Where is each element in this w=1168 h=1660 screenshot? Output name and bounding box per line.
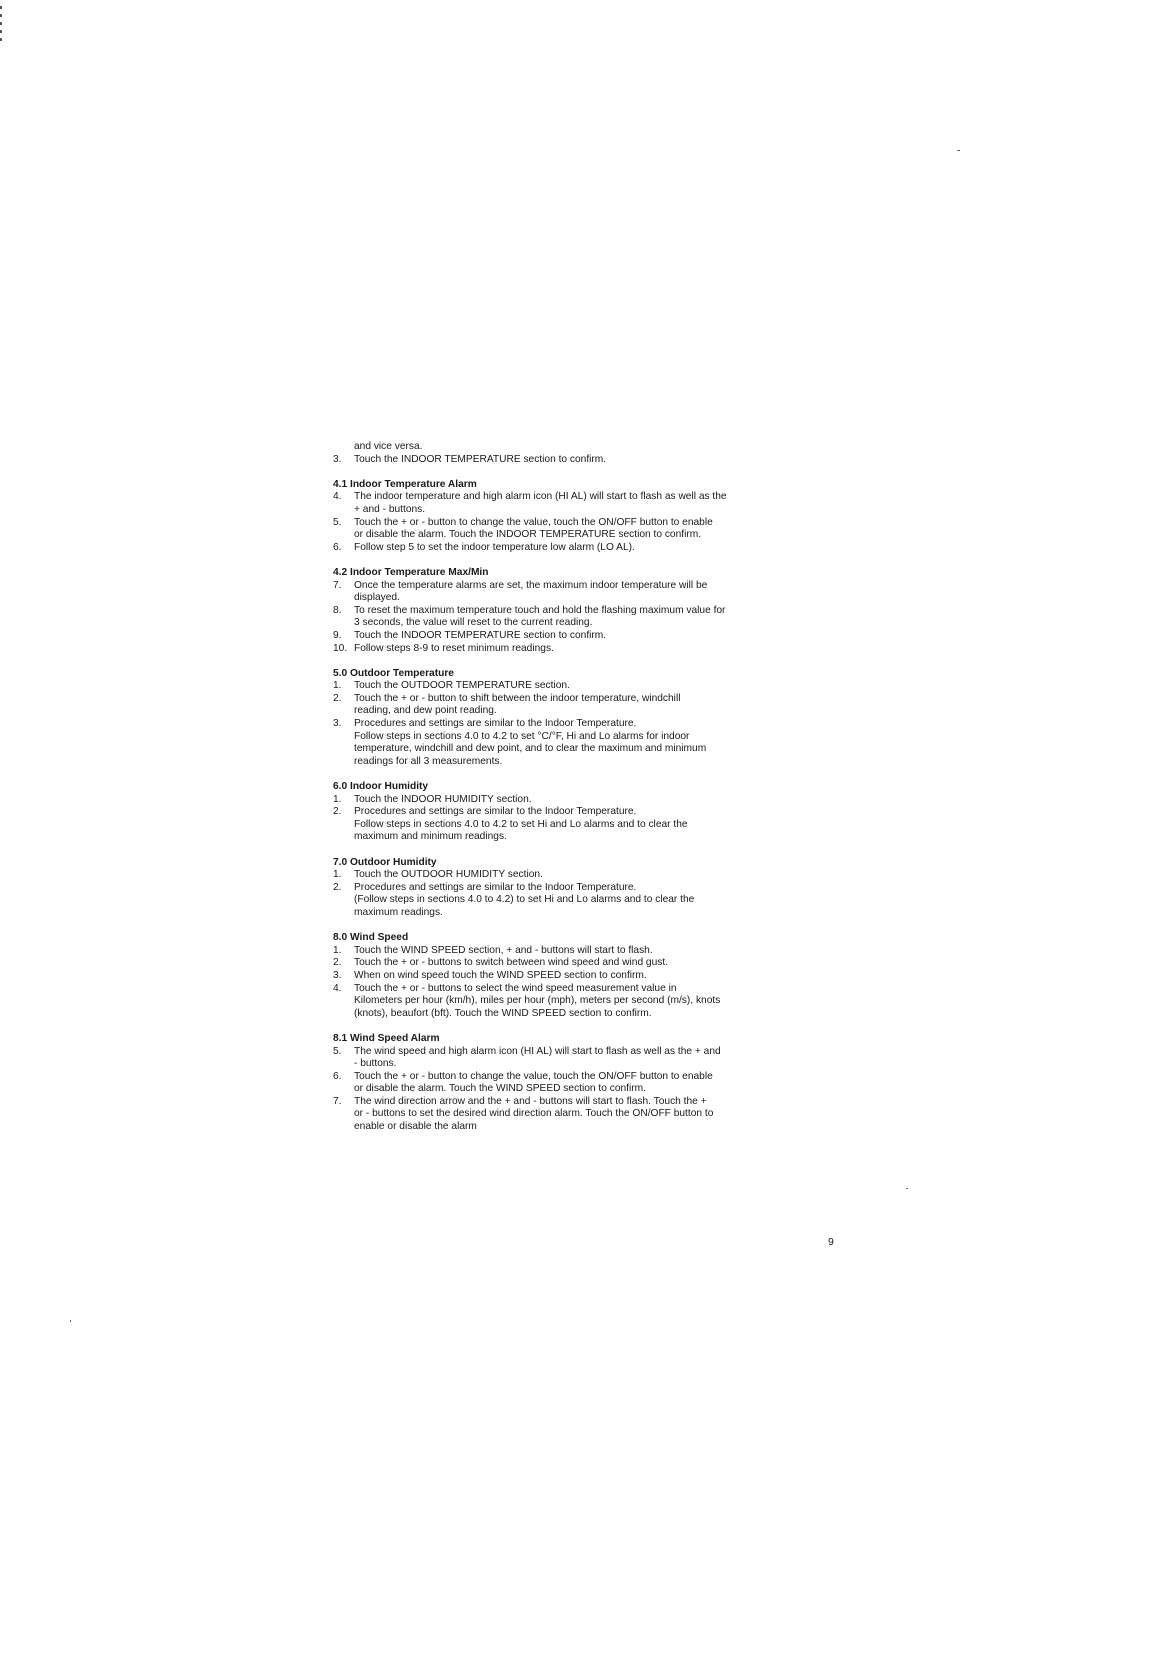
item-text xyxy=(354,1096,853,1134)
item-text-line: + and - buttons. xyxy=(354,503,426,515)
item-text xyxy=(354,983,853,1021)
item-number: 7. xyxy=(333,579,342,591)
item-text xyxy=(354,491,853,516)
item-number: 1. xyxy=(333,869,342,881)
item-text-line: Touch the OUTDOOR HUMIDITY section. xyxy=(354,869,543,881)
manual-section xyxy=(333,567,853,655)
scan-edge-mark xyxy=(0,22,2,25)
item-text-line: displayed. xyxy=(354,592,400,604)
sections-list xyxy=(333,479,853,1134)
item-text-line: Touch the + or - button to change the value, touch the ON/OFF button to enable xyxy=(354,516,713,528)
manual-section xyxy=(333,668,853,769)
list-item xyxy=(333,1071,853,1096)
item-text-line: or disable the alarm. Touch the WIND SPEED section to confirm. xyxy=(354,1083,646,1095)
item-text-line: maximum and minimum readings. xyxy=(354,831,507,843)
list-item xyxy=(333,882,853,920)
item-number: 8. xyxy=(333,604,342,616)
scan-edge-mark xyxy=(0,30,2,33)
section-items xyxy=(333,1046,853,1134)
item-text xyxy=(354,630,853,643)
item-text xyxy=(354,1071,853,1096)
intro-block xyxy=(333,441,853,466)
item-number: 2. xyxy=(333,806,342,818)
list-item xyxy=(333,1046,853,1071)
section-items xyxy=(333,580,853,656)
intro-items xyxy=(333,454,853,467)
item-text-line: reading, and dew point reading. xyxy=(354,705,497,717)
manual-page-content xyxy=(333,441,853,1134)
list-item xyxy=(333,718,853,768)
item-text-line: The wind direction arrow and the + and - buttons will start to flash. Touch the + xyxy=(354,1095,707,1107)
item-text xyxy=(354,945,853,958)
manual-section xyxy=(333,479,853,555)
item-number: 3. xyxy=(333,718,342,730)
manual-section xyxy=(333,932,853,1020)
scan-speck xyxy=(70,1320,71,1322)
list-item xyxy=(333,693,853,718)
item-number: 1. xyxy=(333,680,342,692)
item-text xyxy=(354,1046,853,1071)
item-text xyxy=(354,794,853,807)
section-heading: 5.0 Outdoor Temperature xyxy=(333,667,454,679)
item-text-line: 3 seconds, the value will reset to the current reading. xyxy=(354,617,593,629)
manual-section xyxy=(333,1033,853,1134)
list-item xyxy=(333,542,853,555)
item-text-line: Follow steps in sections 4.0 to 4.2 to set Hi and Lo alarms and to clear the xyxy=(354,818,688,830)
list-item xyxy=(333,945,853,958)
scan-edge-mark xyxy=(0,38,2,41)
item-text xyxy=(354,643,853,656)
item-text xyxy=(354,605,853,630)
item-number: 2. xyxy=(333,881,342,893)
item-number: 1. xyxy=(333,793,342,805)
scan-speck xyxy=(957,150,960,151)
list-item xyxy=(333,957,853,970)
list-item xyxy=(333,643,853,656)
item-text xyxy=(354,869,853,882)
continuation-text: and vice versa. xyxy=(354,441,423,452)
item-text xyxy=(354,454,853,467)
list-item xyxy=(333,605,853,630)
section-heading: 8.0 Wind Speed xyxy=(333,932,409,944)
item-text-line: Kilometers per hour (km/h), miles per hour (mph), meters per second (m/s), knots xyxy=(354,995,721,1007)
item-number: 6. xyxy=(333,1070,342,1082)
item-text-line: Procedures and settings are similar to the Indoor Temperature. xyxy=(354,881,637,893)
section-items xyxy=(333,869,853,919)
item-text-line: Touch the INDOOR TEMPERATURE section to confirm. xyxy=(354,629,607,641)
item-number: 10. xyxy=(333,642,348,654)
item-text-line: To reset the maximum temperature touch and hold the flashing maximum value for xyxy=(354,604,726,616)
section-items xyxy=(333,794,853,844)
item-text xyxy=(354,806,853,844)
item-number: 5. xyxy=(333,516,342,528)
item-text xyxy=(354,693,853,718)
item-text-line: enable or disable the alarm xyxy=(354,1121,477,1133)
item-text-line: (knots), beaufort (bft). Touch the WIND SPEED section to confirm. xyxy=(354,1007,652,1019)
item-text xyxy=(354,680,853,693)
scan-edge-mark xyxy=(0,14,2,17)
section-items xyxy=(333,945,853,1021)
item-number: 3. xyxy=(333,969,342,981)
item-text xyxy=(354,580,853,605)
item-number: 5. xyxy=(333,1045,342,1057)
item-number: 2. xyxy=(333,957,342,969)
item-text-line: Touch the INDOOR TEMPERATURE section to confirm. xyxy=(354,453,607,465)
list-item xyxy=(333,869,853,882)
item-text-line: temperature, windchill and dew point, and to clear the maximum and minimum xyxy=(354,743,707,755)
item-text xyxy=(354,957,853,970)
item-text-line: Follow steps 8-9 to reset minimum readings. xyxy=(354,642,554,654)
item-number: 7. xyxy=(333,1095,342,1107)
scan-speck xyxy=(906,1188,908,1189)
item-text xyxy=(354,718,853,768)
item-text-line: The indoor temperature and high alarm icon (HI AL) will start to flash as well as the xyxy=(354,491,727,503)
list-item xyxy=(333,794,853,807)
list-item xyxy=(333,630,853,643)
item-text xyxy=(354,517,853,542)
item-text xyxy=(354,970,853,983)
list-item xyxy=(333,970,853,983)
item-text xyxy=(354,882,853,920)
list-item xyxy=(333,806,853,844)
item-text-line: Touch the + or - buttons to switch between wind speed and wind gust. xyxy=(354,957,669,969)
item-number: 3. xyxy=(333,453,342,465)
item-number: 1. xyxy=(333,944,342,956)
item-text-line: Procedures and settings are similar to the Indoor Temperature. xyxy=(354,718,637,730)
item-text-line: Follow step 5 to set the indoor temperature low alarm (LO AL). xyxy=(354,541,635,553)
item-number: 4. xyxy=(333,491,342,503)
item-text-line: (Follow steps in sections 4.0 to 4.2) to set Hi and Lo alarms and to clear the xyxy=(354,894,695,906)
section-items xyxy=(333,680,853,768)
section-heading: 6.0 Indoor Humidity xyxy=(333,781,429,793)
item-text-line: Touch the OUTDOOR TEMPERATURE section. xyxy=(354,680,570,692)
list-item xyxy=(333,1096,853,1134)
item-text-line: Touch the + or - button to shift between the indoor temperature, windchill xyxy=(354,692,681,704)
item-text-line: Touch the INDOOR HUMIDITY section. xyxy=(354,793,532,805)
section-heading: 4.1 Indoor Temperature Alarm xyxy=(333,478,477,490)
section-heading: 7.0 Outdoor Humidity xyxy=(333,856,437,868)
item-text-line: Once the temperature alarms are set, the maximum indoor temperature will be xyxy=(354,579,708,591)
list-item xyxy=(333,454,853,467)
item-text-line: The wind speed and high alarm icon (HI AL) will start to flash as well as the + and xyxy=(354,1045,721,1057)
item-number: 2. xyxy=(333,692,342,704)
item-text-line: Touch the + or - buttons to select the wind speed measurement value in xyxy=(354,982,677,994)
section-heading: 4.2 Indoor Temperature Max/Min xyxy=(333,566,489,578)
item-text-line: When on wind speed touch the WIND SPEED section to confirm. xyxy=(354,969,647,981)
section-heading: 8.1 Wind Speed Alarm xyxy=(333,1032,440,1044)
item-number: 9. xyxy=(333,629,342,641)
item-text-line: Procedures and settings are similar to the Indoor Temperature. xyxy=(354,806,637,818)
item-text-line: or - buttons to set the desired wind direction alarm. Touch the ON/OFF button to xyxy=(354,1108,714,1120)
list-item xyxy=(333,680,853,693)
list-item xyxy=(333,517,853,542)
item-text-line: - buttons. xyxy=(354,1058,397,1070)
list-item xyxy=(333,983,853,1021)
item-number: 4. xyxy=(333,982,342,994)
scan-edge-mark xyxy=(0,6,2,9)
item-text xyxy=(354,542,853,555)
item-text-line: Touch the WIND SPEED section, + and - buttons will start to flash. xyxy=(354,944,653,956)
manual-section xyxy=(333,857,853,920)
item-text-line: or disable the alarm. Touch the INDOOR TEMPERATURE section to confirm. xyxy=(354,529,702,541)
page-number: 9 xyxy=(828,1236,834,1248)
manual-section xyxy=(333,781,853,844)
item-text-line: maximum readings. xyxy=(354,906,443,918)
section-items xyxy=(333,491,853,554)
list-item xyxy=(333,491,853,516)
item-text-line: Follow steps in sections 4.0 to 4.2 to set °C/°F, Hi and Lo alarms for indoor xyxy=(354,730,690,742)
item-text-line: readings for all 3 measurements. xyxy=(354,755,503,767)
item-text-line: Touch the + or - button to change the value, touch the ON/OFF button to enable xyxy=(354,1070,713,1082)
list-item xyxy=(333,580,853,605)
item-number: 6. xyxy=(333,541,342,553)
